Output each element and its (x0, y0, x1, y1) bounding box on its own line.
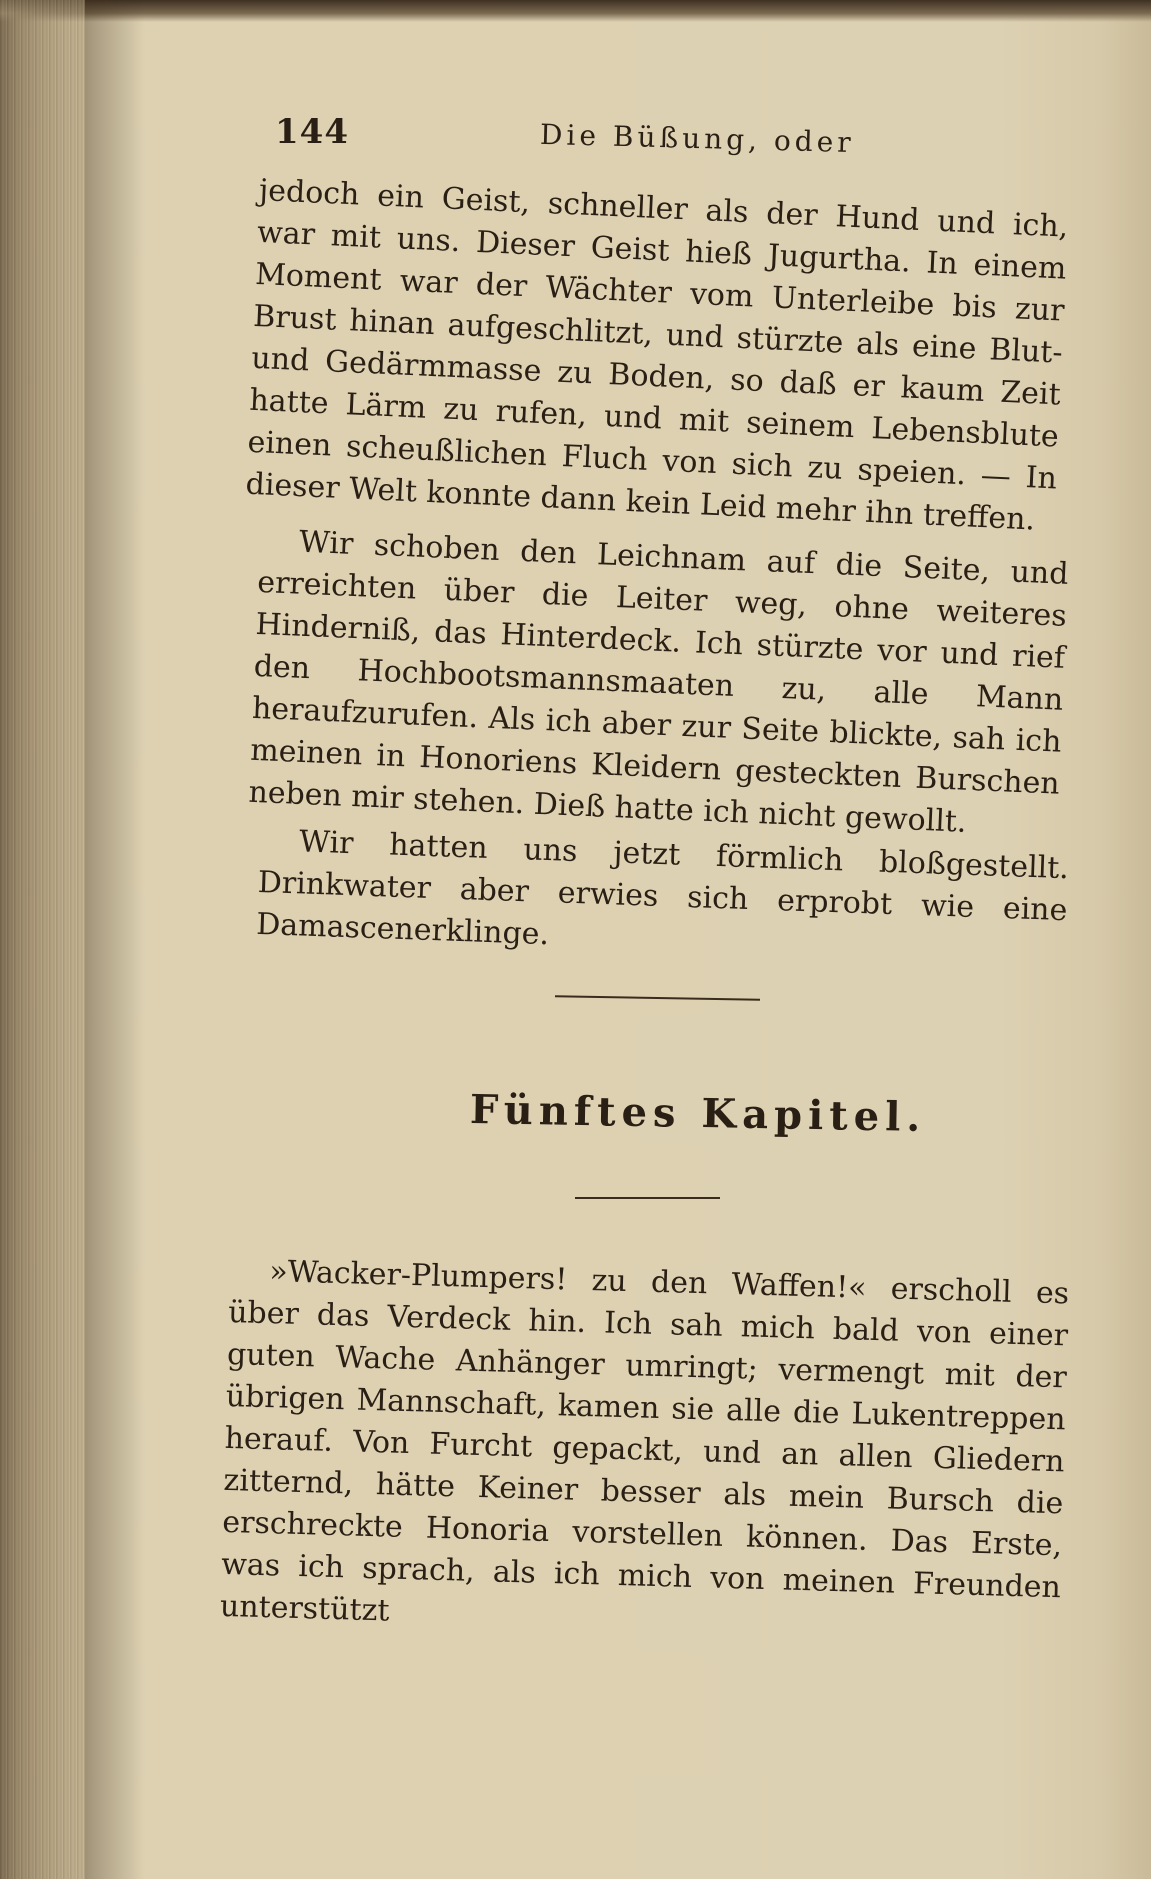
chapter-opening-paragraph: »Wacker-Plumpers! zu den Waffen!« erscholl es über das Verdeck hin. Ich sah mich bald von einer guten Wache Anhänger umringt; vermengt mit der übrigen Mannschaft, kamen sie alle die Lukentreppen herauf. Von Furcht gepackt, und an allen Gliedern zitternd, hätte Keiner besser als mein Bursch die erschreckte Honoria vorstellen können. Das Erste, was ich sprach, als ich mich von meinen Freunden unterstützt (219, 1254, 1070, 1629)
chapter-title: Fünftes Kapitel. (469, 1086, 927, 1141)
gutter-shadow (85, 0, 145, 1879)
chapter-divider (575, 1197, 720, 1199)
paragraph-continued: jedoch ein Geist, schneller als der Hund und ich, war mit uns. Dieser Geist hieß Jugurtha. In einem Moment war der Wächter vom Unterleibe bis zur Brust hinan aufgeschlitzt, und stürzte als eine Blut- und Gedärmmasse zu Boden, so daß er kaum Zeit hatte Lärm zu rufen, und mit seinem Lebensblute einen scheußlichen Fluch von sich zu speien. — In dieser Welt konnte dann kein Leid mehr ihn treffen. (244, 172, 1070, 538)
page-stack-edge (0, 0, 85, 1879)
page-number: 144 (275, 112, 349, 152)
book-top-edge (0, 0, 1151, 22)
paragraph: Wir hatten uns jetzt förmlich bloßgestellt. Drinkwater aber erwies sich erprobt wie eine Damascenerklinge. (255, 824, 1070, 953)
running-head: Die Büßung, oder (539, 117, 856, 160)
paragraph: Wir schoben den Leichnam auf die Seite, und erreichten über die Leiter weg, ohne weiteres Hinderniß, das Hinterdeck. Ich stürzte vor und rief den Hochbootsmannsmaaten zu, alle Mann heraufzurufen. Als ich aber zur Seite blickte, sah ich meinen in Honoriens Kleidern gesteckten Burschen neben mir stehen. Dieß hatte ich nicht gewollt. (247, 524, 1070, 840)
page-header (170, 100, 1110, 160)
page-content (170, 100, 1110, 1820)
section-divider (555, 995, 760, 1001)
